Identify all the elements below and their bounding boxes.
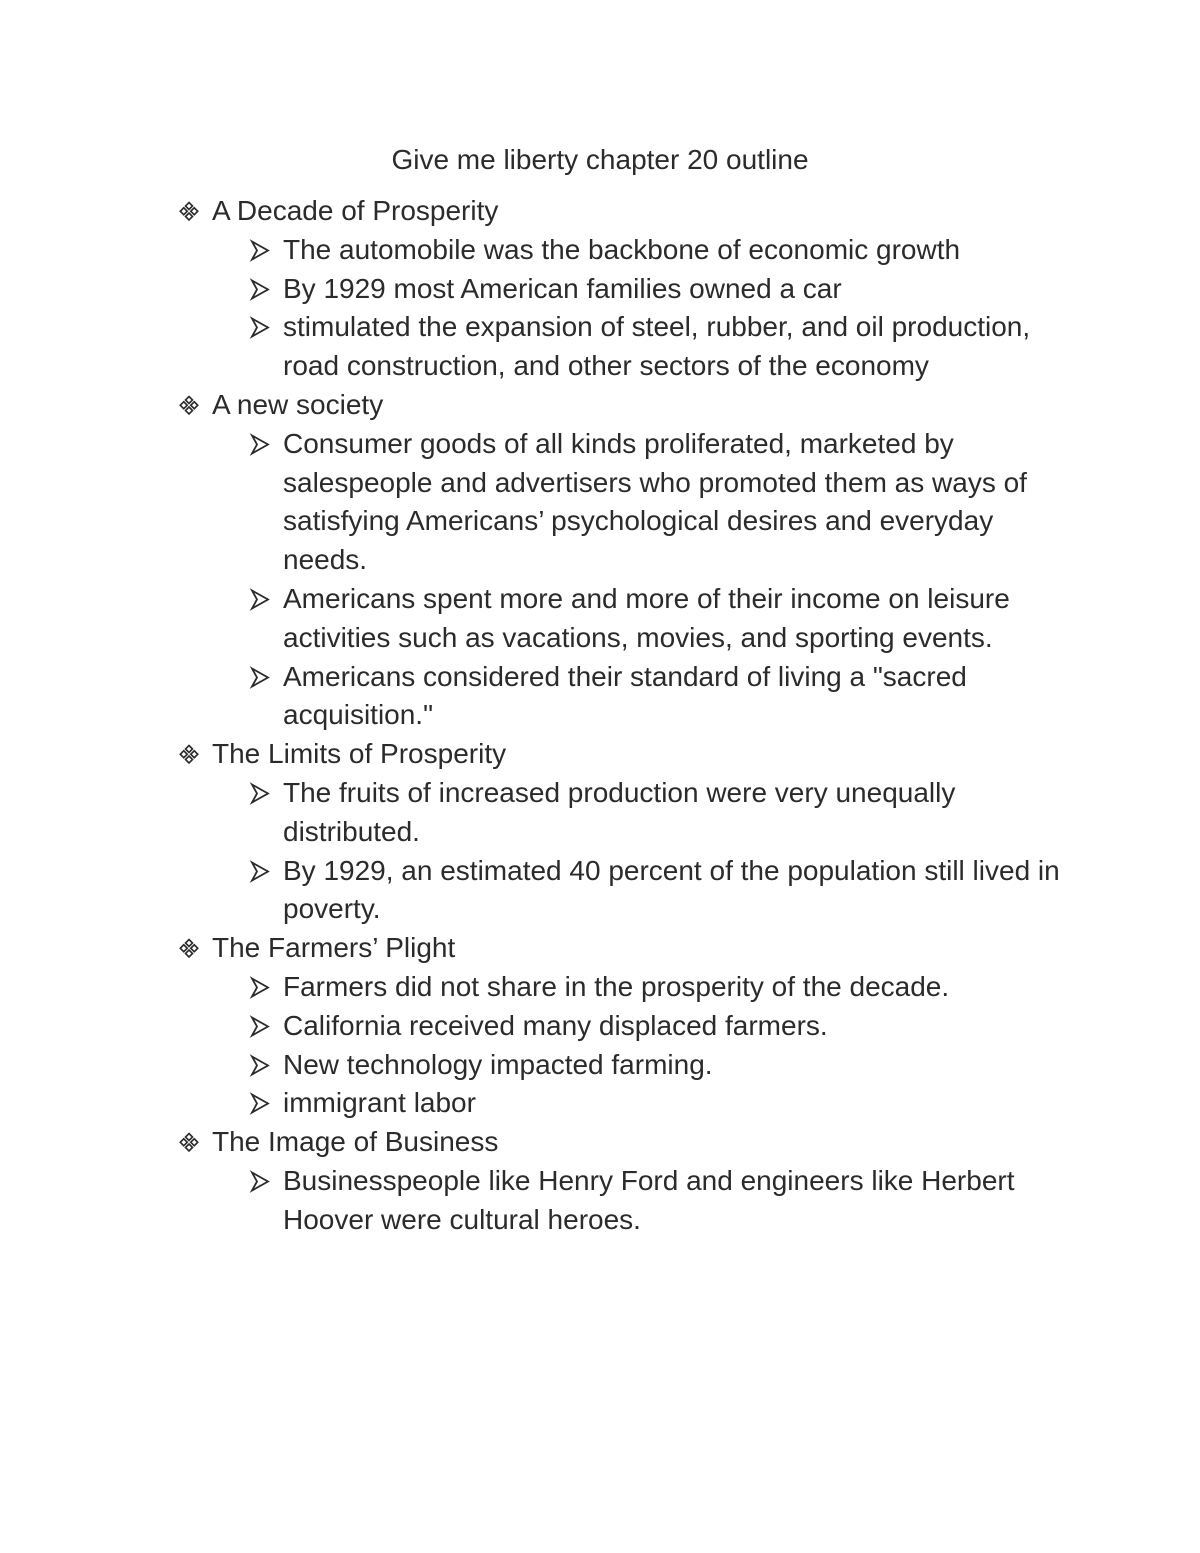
- arrowhead-bullet-icon: [249, 580, 273, 619]
- section-heading: [177, 929, 1077, 968]
- list-item: [177, 774, 1063, 852]
- list-item: [177, 231, 1063, 270]
- four-diamond-bullet-icon: [177, 735, 205, 774]
- section-heading: [177, 735, 1077, 774]
- section-heading-text: A Decade of Prosperity: [212, 195, 499, 226]
- outline: [177, 192, 1077, 1240]
- list-item-text: stimulated the expansion of steel, rubber, and oil production, road construction, and other sectors of the economy: [283, 311, 1031, 382]
- list-item-text: By 1929, an estimated 40 percent of the population still lived in poverty.: [283, 854, 1060, 925]
- section-heading: [177, 1123, 1077, 1162]
- section-heading-text: The Limits of Prosperity: [212, 738, 507, 770]
- list-item: [177, 1084, 1063, 1123]
- section-heading: [177, 192, 1077, 231]
- four-diamond-bullet-icon: [177, 1123, 205, 1162]
- list-item: [177, 580, 1063, 658]
- arrowhead-bullet-icon: [249, 308, 273, 347]
- list-item-text: Consumer goods of all kinds proliferated, marketed by salespeople and advertisers who promoted them as ways of satisfying Americans’ psychological desires and everyday needs.: [283, 427, 1027, 576]
- section-heading-text: A new society: [212, 388, 384, 420]
- section-item-list: [177, 425, 1077, 735]
- list-item: [177, 1046, 1063, 1085]
- four-diamond-bullet-icon: [177, 386, 205, 425]
- section-heading: [177, 386, 1077, 425]
- list-item: [177, 968, 1063, 1007]
- section-item-list: [177, 968, 1077, 1123]
- arrowhead-bullet-icon: [249, 968, 273, 1007]
- list-item-text: Americans considered their standard of living a "sacred acquisition.": [283, 660, 967, 731]
- outline-section: [177, 386, 1077, 735]
- list-item-text: By 1929 most American families owned a car: [283, 272, 842, 304]
- document-title: Give me liberty chapter 20 outline: [391, 144, 809, 175]
- list-item-text: Americans spent more and more of their income on leisure activities such as vacations, movies, and sporting events.: [283, 582, 1010, 653]
- arrowhead-bullet-icon: [249, 1046, 273, 1085]
- arrowhead-bullet-icon: [249, 270, 273, 309]
- list-item-text: New technology impacted farming.: [283, 1048, 713, 1080]
- section-item-list: [177, 1162, 1077, 1240]
- section-heading-text: The Image of Business: [212, 1126, 499, 1158]
- list-item-text: Businesspeople like Henry Ford and engineers like Herbert Hoover were cultural heroes.: [283, 1164, 1015, 1235]
- list-item-text: immigrant labor: [283, 1087, 476, 1119]
- list-item-text: Farmers did not share in the prosperity of the decade.: [283, 970, 950, 1002]
- arrowhead-bullet-icon: [249, 774, 273, 813]
- list-item-text: The automobile was the backbone of economic growth: [283, 233, 961, 265]
- arrowhead-bullet-icon: [249, 1007, 273, 1046]
- section-heading-text: The Farmers’ Plight: [212, 932, 456, 964]
- list-item: [177, 852, 1063, 930]
- arrowhead-bullet-icon: [249, 1162, 273, 1201]
- outline-section: [177, 1123, 1077, 1239]
- arrowhead-bullet-icon: [249, 852, 273, 891]
- list-item: [177, 425, 1063, 580]
- four-diamond-bullet-icon: [177, 929, 205, 968]
- list-item: [177, 1162, 1063, 1240]
- list-item-text: California received many displaced farmers.: [283, 1009, 828, 1041]
- list-item: [177, 270, 1063, 309]
- arrowhead-bullet-icon: [249, 425, 273, 464]
- four-diamond-bullet-icon: [177, 192, 205, 231]
- list-item: [177, 308, 1063, 386]
- list-item: [177, 658, 1063, 736]
- outline-section: [177, 929, 1077, 1123]
- list-item: [177, 1007, 1063, 1046]
- section-item-list: [177, 774, 1077, 929]
- arrowhead-bullet-icon: [249, 231, 273, 270]
- outline-section: [177, 192, 1077, 386]
- outline-section: [177, 735, 1077, 929]
- list-item-text: The fruits of increased production were very unequally distributed.: [283, 776, 956, 847]
- arrowhead-bullet-icon: [249, 658, 273, 697]
- section-item-list: [177, 231, 1077, 386]
- arrowhead-bullet-icon: [249, 1084, 273, 1123]
